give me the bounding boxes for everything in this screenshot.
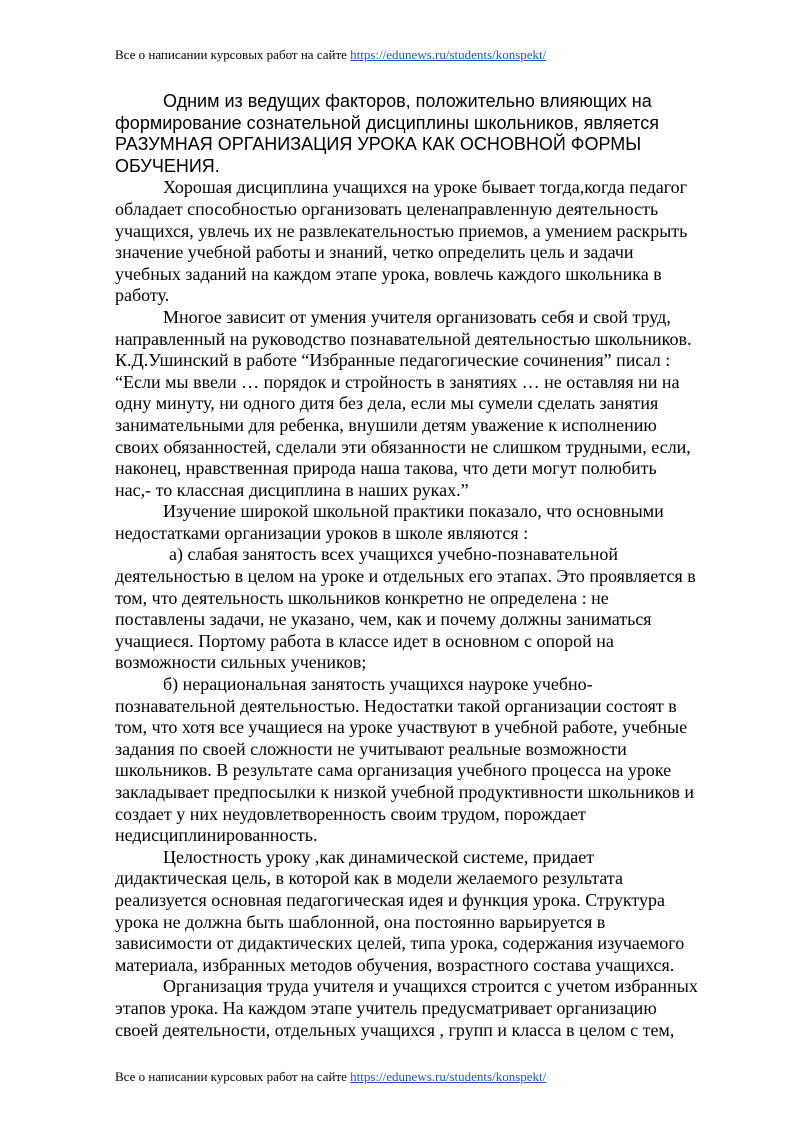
text-line: закладывает предпосылки к низкой учебной продуктивности школьников и bbox=[115, 782, 695, 802]
text-line: том, что хотя все учащиеся на уроке участвуют в учебной работе, учебные bbox=[115, 717, 688, 738]
text-line: занимательными для ребенка, внушили детям уважение к исполнению bbox=[115, 414, 657, 435]
header-link[interactable]: https://edunews.ru/students/konspekt/ bbox=[350, 47, 547, 62]
text-line: материала, избранных методов обучения, возрастного состава учащихся. bbox=[115, 954, 675, 975]
text-line: ОБУЧЕНИЯ. bbox=[115, 155, 220, 176]
text-line: обладает способностью организовать целенаправленную деятельность bbox=[115, 198, 659, 219]
text-line: недисциплинированность. bbox=[115, 825, 318, 846]
header-text: Все о написании курсовых работ на сайте bbox=[115, 47, 347, 62]
text-line: возможности сильных учеников; bbox=[115, 652, 367, 673]
text-line: познавательной деятельностью. Недостатки такой организации состоят в bbox=[115, 695, 677, 716]
page-footer bbox=[115, 1069, 715, 1085]
text-line: направленный на руководство познавательной деятельностью школьников. bbox=[115, 328, 692, 349]
text-line: недостатками организации уроков в школе являются : bbox=[115, 522, 529, 543]
text-line: школьников. В результате сама организация учебного процесса на уроке bbox=[115, 760, 672, 781]
footer-text: Все о написании курсовых работ на сайте bbox=[115, 1069, 347, 1084]
text-line: своих обязанностей, сделали эти обязанности не слишком трудными, если, bbox=[115, 436, 691, 457]
text-line: деятельностью в целом на уроке и отдельных его этапах. Это проявляется в bbox=[115, 566, 696, 587]
text-line: Одним из ведущих факторов, положительно влияющих на bbox=[163, 91, 652, 111]
text-line: зависимости от дидактических целей, типа урока, содержания изучаемого bbox=[115, 933, 685, 954]
text-line: наконец, нравственная природа наша такова, что дети могут полюбить bbox=[115, 458, 657, 479]
page-header bbox=[115, 47, 715, 63]
document-body bbox=[115, 91, 725, 1041]
text-line: “Если мы ввели … порядок и стройность в занятиях … не оставляя ни на bbox=[115, 371, 680, 392]
text-line: б) нерациональная занятость учащихся науроке учебно- bbox=[163, 674, 593, 695]
text-line: формирование сознательной дисциплины школьников, является bbox=[115, 112, 659, 133]
text-line: Организация труда учителя и учащихся строится с учетом избранных bbox=[163, 976, 698, 997]
text-line: учебных заданий на каждом этапе урока, вовлечь каждого школьника в bbox=[115, 263, 662, 284]
text-line: учащихся, увлечь их не развлекательностью приемов, а умением раскрыть bbox=[115, 220, 688, 241]
text-line: Хорошая дисциплина учащихся на уроке бывает тогда,когда педагог bbox=[163, 177, 688, 198]
text-line: работу. bbox=[115, 285, 170, 306]
text-line: задания по своей сложности не учитывают реальные возможности bbox=[115, 738, 627, 759]
text-line: К.Д.Ушинский в работе “Избранные педагогические сочинения” писал : bbox=[115, 350, 671, 371]
text-line: своей деятельности, отдельных учащихся , групп и класса в целом с тем, bbox=[115, 1019, 675, 1040]
text-line: реализуется основная педагогическая идея и функция урока. Структура bbox=[115, 889, 666, 910]
footer-link[interactable]: https://edunews.ru/students/konspekt/ bbox=[350, 1069, 547, 1084]
text-line: Изучение широкой школьной практики показало, что основными bbox=[163, 501, 664, 522]
text-line: Многое зависит от умения учителя организовать себя и свой труд, bbox=[163, 306, 671, 327]
text-line: поставлены задачи, не указано, чем, как и почему должны заниматься bbox=[115, 609, 652, 630]
text-line: том, что деятельность школьников конкретно не определена : не bbox=[115, 587, 609, 608]
text-line: учащиеся. Портому работа в классе идет в основном с опорой на bbox=[115, 630, 614, 651]
text-line: дидактическая цель, в которой как в модели желаемого результата bbox=[115, 868, 623, 889]
text-line: урока не должна быть шаблонной, она постоянно варьируется в bbox=[115, 911, 606, 932]
text-line: создает у них неудовлетворенность своим трудом, порождает bbox=[115, 803, 586, 824]
text-line: значение учебной работы и знаний, четко определить цель и задачи bbox=[115, 242, 634, 263]
text-line: а) слабая занятость всех учащихся учебно-познавательной bbox=[169, 544, 618, 565]
text-line: одну минуту, ни одного дитя без дела, если мы сумели сделать занятия bbox=[115, 393, 659, 414]
text-line: Целостность уроку ,как динамической системе, придает bbox=[163, 846, 595, 867]
text-line: РАЗУМНАЯ ОРГАНИЗАЦИЯ УРОКА КАК ОСНОВНОЙ ФОРМЫ bbox=[115, 134, 642, 155]
text-line: этапов урока. На каждом этапе учитель предусматривает организацию bbox=[115, 997, 657, 1018]
text-line: нас,- то классная дисциплина в наших руках.” bbox=[115, 479, 469, 500]
